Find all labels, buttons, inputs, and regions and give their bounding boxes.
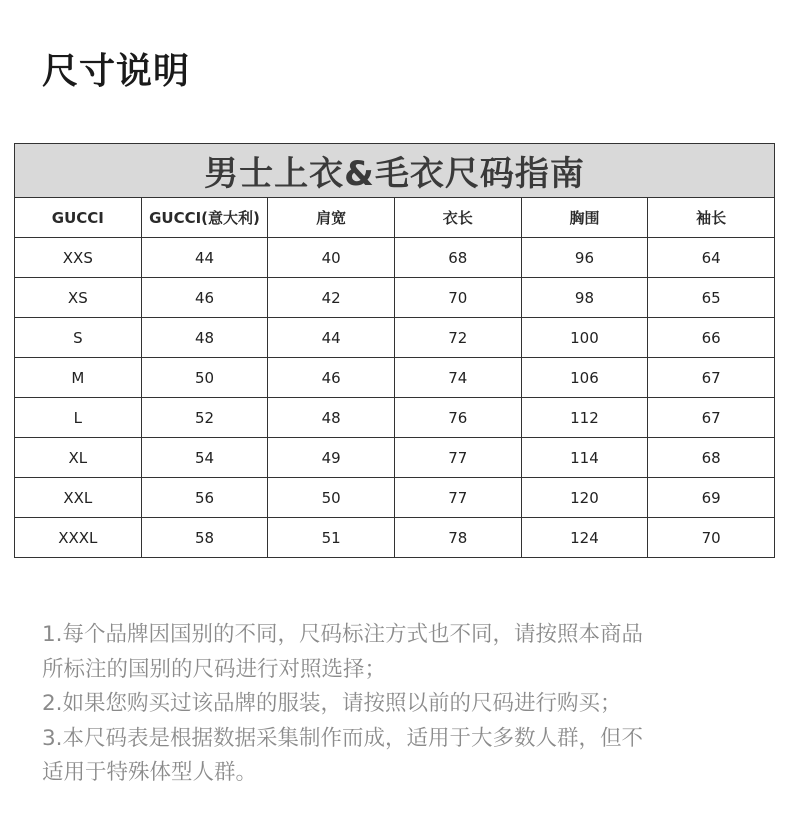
table-cell: 64 <box>648 238 775 278</box>
column-header-shoulder-width: 肩宽 <box>268 198 395 238</box>
table-title-row <box>15 144 775 198</box>
note-line: 适用于特殊体型人群。 <box>42 760 258 785</box>
note-line: 所标注的国别的尺码进行对照选择； <box>42 656 387 682</box>
table-cell: 77 <box>394 478 521 518</box>
table-cell: 56 <box>141 478 268 518</box>
size-chart-table <box>14 143 775 558</box>
table-cell: 114 <box>521 438 648 478</box>
table-cell: 76 <box>394 398 521 438</box>
table-cell: 40 <box>268 238 395 278</box>
table-cell: 124 <box>521 518 648 558</box>
table-row <box>15 318 775 358</box>
size-notes <box>42 618 762 791</box>
table-cell: 65 <box>648 278 775 318</box>
table-cell: 67 <box>648 398 775 438</box>
table-cell: XXS <box>15 238 142 278</box>
table-cell: 77 <box>394 438 521 478</box>
table-cell: 44 <box>268 318 395 358</box>
table-cell: 49 <box>268 438 395 478</box>
table-cell: L <box>15 398 142 438</box>
table-cell: S <box>15 318 142 358</box>
table-cell: 74 <box>394 358 521 398</box>
table-cell: 48 <box>268 398 395 438</box>
table-cell: 68 <box>648 438 775 478</box>
table-cell: M <box>15 358 142 398</box>
table-row <box>15 358 775 398</box>
page-title: 尺寸说明 <box>42 51 191 92</box>
table-cell: XXXL <box>15 518 142 558</box>
column-header-gucci-italy: GUCCI(意大利) <box>141 198 268 238</box>
table-cell: 72 <box>394 318 521 358</box>
table-cell: 69 <box>648 478 775 518</box>
table-cell: 70 <box>394 278 521 318</box>
table-cell: 52 <box>141 398 268 438</box>
table-cell: XS <box>15 278 142 318</box>
table-row <box>15 438 775 478</box>
table-row <box>15 478 775 518</box>
table-cell: 96 <box>521 238 648 278</box>
column-header-sleeve: 袖长 <box>648 198 775 238</box>
table-cell: 66 <box>648 318 775 358</box>
table-cell: 54 <box>141 438 268 478</box>
table-cell: 46 <box>141 278 268 318</box>
table-cell: 67 <box>648 358 775 398</box>
table-cell: 44 <box>141 238 268 278</box>
table-cell: 50 <box>268 478 395 518</box>
table-cell: 50 <box>141 358 268 398</box>
table-title: 男士上衣&毛衣尺码指南 <box>15 144 775 198</box>
table-cell: 42 <box>268 278 395 318</box>
table-cell: 112 <box>521 398 648 438</box>
table-cell: 68 <box>394 238 521 278</box>
column-header-gucci: GUCCI <box>15 198 142 238</box>
column-header-length: 衣长 <box>394 198 521 238</box>
note-line: 1.每个品牌因国别的不同，尺码标注方式也不同，请按照本商品 <box>42 622 644 647</box>
table-cell: XL <box>15 438 142 478</box>
table-cell: 98 <box>521 278 648 318</box>
table-row <box>15 398 775 438</box>
note-line: 2.如果您购买过该品牌的服装，请按照以前的尺码进行购买； <box>42 691 622 716</box>
table-header-row <box>15 198 775 238</box>
table-row <box>15 518 775 558</box>
column-header-chest: 胸围 <box>521 198 648 238</box>
table-cell: 106 <box>521 358 648 398</box>
table-cell: XXL <box>15 478 142 518</box>
table-cell: 100 <box>521 318 648 358</box>
note-line: 3.本尺码表是根据数据采集制作而成，适用于大多数人群，但不 <box>42 725 644 751</box>
table-cell: 48 <box>141 318 268 358</box>
table-cell: 120 <box>521 478 648 518</box>
table-cell: 51 <box>268 518 395 558</box>
table-row <box>15 278 775 318</box>
table-cell: 46 <box>268 358 395 398</box>
table-cell: 58 <box>141 518 268 558</box>
table-row <box>15 238 775 278</box>
table-cell: 78 <box>394 518 521 558</box>
table-cell: 70 <box>648 518 775 558</box>
